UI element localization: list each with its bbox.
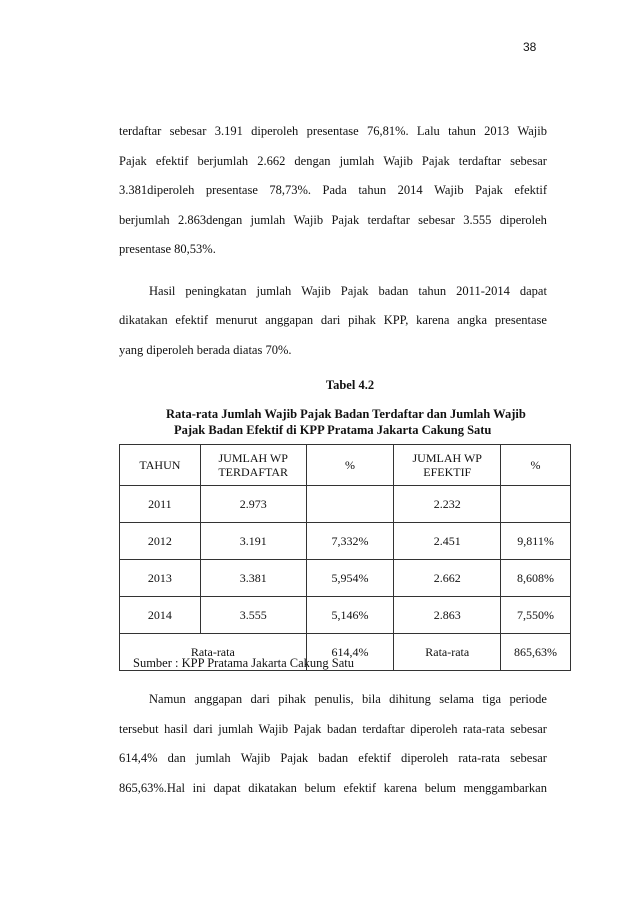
word: penulis, xyxy=(314,692,354,706)
cell-percent-terdaftar xyxy=(306,486,394,523)
word: 614,4% xyxy=(119,751,158,765)
word: dan xyxy=(167,751,186,765)
word: tersebut xyxy=(119,722,159,736)
word: Wajib xyxy=(293,213,324,227)
word: jumlah xyxy=(195,751,231,765)
header-percent-2: % xyxy=(501,445,571,486)
cell-wp-terdaftar: 3.555 xyxy=(200,597,306,634)
text-line xyxy=(119,242,547,257)
word: diperoleh xyxy=(251,124,299,138)
word: terdaftar xyxy=(367,213,410,227)
word: dikatakan xyxy=(119,313,168,327)
word: pihak xyxy=(348,313,376,327)
word: dengan xyxy=(294,154,331,168)
word: dikatakan xyxy=(248,781,297,795)
word: bila xyxy=(362,692,381,706)
word: efektif xyxy=(358,751,391,765)
word: karena xyxy=(416,313,450,327)
word: 865,63%.Hal xyxy=(119,781,185,795)
word: efektif xyxy=(514,183,547,197)
word: tahun xyxy=(358,183,387,197)
cell-wp-terdaftar: 3.191 xyxy=(200,523,306,560)
word: Pajak xyxy=(293,722,322,736)
table-source: Sumber : KPP Pratama Jakarta Cakung Satu xyxy=(133,656,355,670)
word: Pada xyxy=(322,183,347,197)
word: presentase 80,53%. xyxy=(119,242,216,256)
cell-wp-efektif: 2.662 xyxy=(394,560,501,597)
cell-wp-efektif: 2.451 xyxy=(394,523,501,560)
word: 76,81%. xyxy=(366,124,409,138)
word: 2.863dengan xyxy=(178,213,243,227)
word: 3.381diperoleh xyxy=(119,183,195,197)
text-line xyxy=(119,124,547,139)
word: 2011-2014 xyxy=(456,284,510,298)
text-line xyxy=(119,154,547,169)
word: tahun xyxy=(418,284,447,298)
word: sebesar xyxy=(418,213,455,227)
word: terdaftar xyxy=(362,722,405,736)
word: Wajib xyxy=(517,124,547,138)
word: sebesar xyxy=(510,751,547,765)
word: 78,73%. xyxy=(269,183,312,197)
text-line xyxy=(119,781,547,796)
word: diperoleh xyxy=(499,213,547,227)
word: tahun xyxy=(448,124,476,138)
word: terdaftar xyxy=(458,154,502,168)
text-line xyxy=(119,343,547,358)
table-caption: Tabel 4.2 xyxy=(325,378,375,392)
cell-wp-efektif: 2.232 xyxy=(394,486,501,523)
word: Lalu xyxy=(416,124,440,138)
word: diperoleh xyxy=(410,722,458,736)
cell-year: 2014 xyxy=(120,597,201,634)
cell-percent-efektif: 8,608% xyxy=(501,560,571,597)
word: efektif xyxy=(155,154,189,168)
word: 2013 xyxy=(484,124,510,138)
word: sebesar xyxy=(510,154,547,168)
text-line xyxy=(149,284,547,299)
word: efektif xyxy=(343,781,377,795)
text-line xyxy=(119,722,547,737)
footer-value-average-1: 614,4% xyxy=(306,634,394,671)
data-table xyxy=(119,444,571,671)
cell-percent-efektif: 7,550% xyxy=(501,597,571,634)
table-row xyxy=(120,597,571,634)
cell-percent-efektif: 9,811% xyxy=(501,523,571,560)
table-title-line-2: Pajak Badan Efektif di KPP Pratama Jakarta Cakung Satu xyxy=(174,423,492,437)
word: jumlah xyxy=(218,722,253,736)
table-row xyxy=(120,486,571,523)
word: Pajak xyxy=(331,213,360,227)
word: Pajak xyxy=(340,284,369,298)
word: KPP, xyxy=(383,313,409,327)
word: berjumlah xyxy=(119,213,170,227)
word: efektif xyxy=(175,313,208,327)
word: Hasil xyxy=(149,284,176,298)
cell-year: 2012 xyxy=(120,523,201,560)
word: terdaftar xyxy=(119,124,162,138)
word: Namun xyxy=(149,692,186,706)
word: dihitung xyxy=(389,692,431,706)
header-wp-efektif: JUMLAH WP EFEKTIF xyxy=(394,445,501,486)
word: presentase xyxy=(205,183,258,197)
word: dapat xyxy=(519,284,547,298)
word: menurut xyxy=(215,313,258,327)
header-wp-terdaftar: JUMLAH WP TERDAFTAR xyxy=(200,445,306,486)
word: sebesar xyxy=(510,722,547,736)
word: karena xyxy=(383,781,418,795)
header-tahun: TAHUN xyxy=(120,445,201,486)
cell-year: 2011 xyxy=(120,486,201,523)
word: sebesar xyxy=(169,124,207,138)
cell-percent-terdaftar: 7,332% xyxy=(306,523,394,560)
word: 3.191 xyxy=(214,124,243,138)
cell-percent-terdaftar: 5,954% xyxy=(306,560,394,597)
text-line xyxy=(119,313,547,328)
table-row xyxy=(120,523,571,560)
word: badan xyxy=(326,722,357,736)
word: peningkatan xyxy=(185,284,247,298)
word: dari xyxy=(250,692,270,706)
word: presentase xyxy=(494,313,547,327)
word: presentase xyxy=(306,124,359,138)
word: badan xyxy=(378,284,409,298)
word: Wajib xyxy=(240,751,271,765)
word: Wajib xyxy=(301,284,331,298)
word: belum xyxy=(304,781,336,795)
word: 2.662 xyxy=(257,154,286,168)
word: ini xyxy=(192,781,206,795)
word: Wajib xyxy=(383,154,413,168)
footer-label-average-2: Rata-rata xyxy=(394,634,501,671)
word: yang diperoleh berada diatas 70%. xyxy=(119,343,292,357)
cell-wp-terdaftar: 2.973 xyxy=(200,486,306,523)
text-line xyxy=(149,692,547,707)
word: anggapan xyxy=(194,692,243,706)
table-row xyxy=(120,560,571,597)
word: pihak xyxy=(278,692,307,706)
header-percent-1: % xyxy=(306,445,394,486)
text-line xyxy=(119,183,547,198)
word: belum xyxy=(424,781,456,795)
word: tiga xyxy=(482,692,502,706)
word: diperoleh xyxy=(401,751,449,765)
word: berjumlah xyxy=(197,154,249,168)
cell-year: 2013 xyxy=(120,560,201,597)
word: jumlah xyxy=(256,284,292,298)
text-line xyxy=(119,213,547,228)
word: anggapan xyxy=(265,313,314,327)
word: dari xyxy=(320,313,341,327)
word: Pajak xyxy=(475,183,503,197)
word: dari xyxy=(193,722,213,736)
page-number: 38 xyxy=(523,40,537,54)
cell-percent-terdaftar: 5,146% xyxy=(306,597,394,634)
word: dapat xyxy=(213,781,241,795)
word: angka xyxy=(457,313,488,327)
cell-wp-terdaftar: 3.381 xyxy=(200,560,306,597)
word: jumlah xyxy=(339,154,375,168)
word: selama xyxy=(439,692,474,706)
word: 3.555 xyxy=(463,213,492,227)
text-line xyxy=(119,751,547,766)
footer-label-average-1: Rata-rata xyxy=(120,634,307,671)
word: jumlah xyxy=(250,213,286,227)
word: Wajib xyxy=(434,183,464,197)
table-header-row xyxy=(120,445,571,486)
word: Pajak xyxy=(421,154,450,168)
cell-percent-efektif xyxy=(501,486,571,523)
table-title-line-1: Rata-rata Jumlah Wajib Pajak Badan Terdaftar dan Jumlah Wajib xyxy=(166,407,526,421)
word: Wajib xyxy=(258,722,289,736)
word: rata-rata xyxy=(458,751,500,765)
cell-wp-efektif: 2.863 xyxy=(394,597,501,634)
word: badan xyxy=(318,751,349,765)
word: Pajak xyxy=(280,751,309,765)
footer-value-average-2: 865,63% xyxy=(501,634,571,671)
word: menggambarkan xyxy=(463,781,547,795)
word: hasil xyxy=(164,722,188,736)
word: 2014 xyxy=(397,183,423,197)
word: Pajak xyxy=(119,154,147,168)
word: periode xyxy=(509,692,547,706)
word: rata-rata xyxy=(463,722,505,736)
